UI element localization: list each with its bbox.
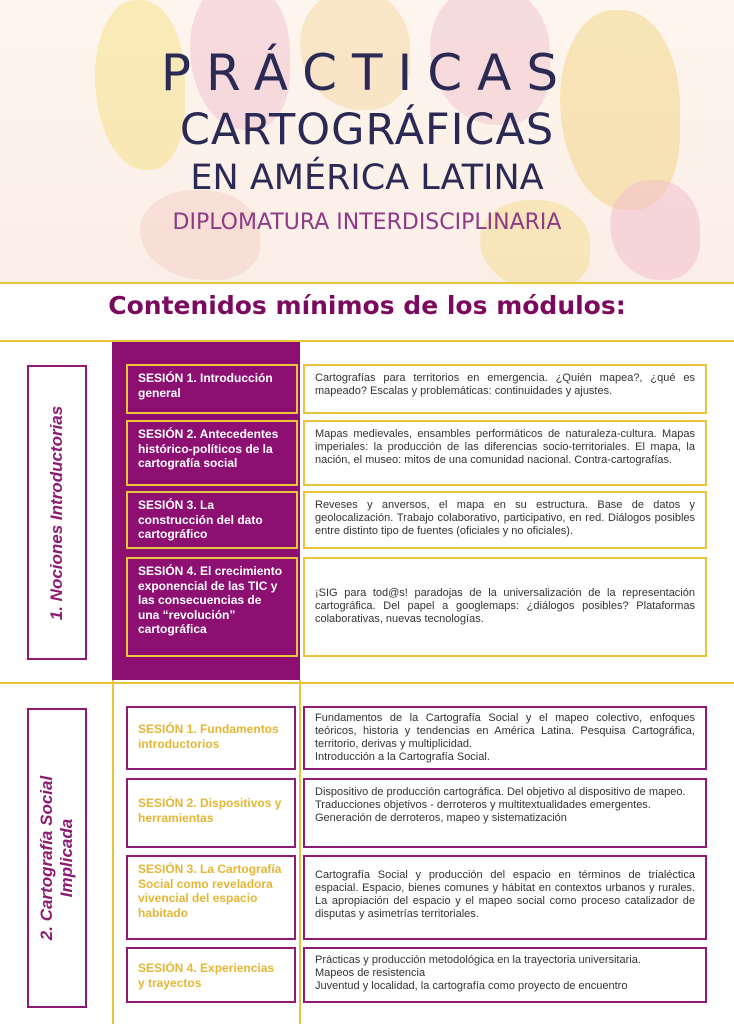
subtitle: DIPLOMATURA INTERDISCIPLINARIA <box>172 210 562 235</box>
module-2-label <box>27 708 87 1008</box>
header-banner <box>0 0 734 282</box>
title-line-1: PRÁCTICAS <box>160 44 574 102</box>
session-description: ¡SIG para tod@s! paradojas de la universalización de la representación cartográfica. Del papel a googlemaps: ¿diálogos posibles? Plataformas colaborativas, nuevas tecnologías. <box>303 557 707 657</box>
session-description <box>303 947 707 1003</box>
title-line-2: CARTOGRÁFICAS <box>179 105 555 155</box>
module-2-title-line-1: 2. Cartografía Social <box>37 775 56 941</box>
divider <box>0 340 734 342</box>
description-line: Fundamentos de la Cartografía Social y el mapeo colectivo, enfoques teóricos, historia y tendencias en América Latina. Pesquisa Cartográfica, territorio, derivas y multiplicidad. <box>315 712 695 750</box>
session-description <box>303 778 707 848</box>
session-title: SESIÓN 1. Introducción general <box>126 364 298 414</box>
illustration-figure <box>140 190 260 280</box>
session-description: Mapas medievales, ensambles performáticos de naturaleza-cultura. Mapas imperiales: la producción de las diferencias socio-territoriales. El mapa, la nación, el museo: mitos de una comunidad nacional. Contra-cartografías. <box>303 420 707 486</box>
session-description <box>303 855 707 940</box>
session-title: SESIÓN 3. La construcción del dato cartográfico <box>126 491 298 549</box>
description-line: Prácticas y producción metodológica en la trayectoria universitaria. <box>315 954 641 966</box>
session-title: SESIÓN 2. Antecedentes histórico-políticos de la cartografía social <box>126 420 298 486</box>
module-2-title <box>37 776 77 940</box>
divider <box>0 682 734 684</box>
description-line: Cartografía Social y producción del espacio en términos de trialéctica espacial. Espacio, bienes comunes y hábitat en contextos urbanos y rurales. La apropiación del espacio y el mapeo social como proceso catalizador de disputas y asimetrías territoriales. <box>315 869 695 920</box>
session-title: SESIÓN 3. La Cartografía Social como reveladora vivencial del espacio habitado <box>126 855 296 940</box>
description-line: Traducciones objetivos - derroteros y multitextualidades emergentes. <box>315 799 651 811</box>
title-line-3: EN AMÉRICA LATINA <box>190 158 544 198</box>
description-line: Mapeos de resistencia <box>315 967 426 979</box>
session-title: SESIÓN 4. El crecimiento exponencial de las TIC y las consecuencias de una “revolución” cartográfica <box>126 557 298 657</box>
column-divider <box>299 680 301 1024</box>
description-line: Dispositivo de producción cartográfica. Del objetivo al dispositivo de mapeo. <box>315 786 686 798</box>
module-2-title-line-2: Implicada <box>57 818 76 898</box>
session-description <box>303 706 707 770</box>
module-1-label <box>27 365 87 660</box>
session-title: SESIÓN 4. Experiencias y trayectos <box>126 947 296 1003</box>
session-description: Cartografías para territorios en emergencia. ¿Quién mapea?, ¿qué es mapeado? Escalas y problemáticas: continuidades y ajustes. <box>303 364 707 414</box>
description-line: Generación de derroteros, mapeo y sistematización <box>315 812 567 824</box>
description-line: Juventud y localidad, la cartografía como proyecto de encuentro <box>315 980 628 992</box>
session-title: SESIÓN 2. Dispositivos y herramientas <box>126 778 296 848</box>
session-description: Reveses y anversos, el mapa en su estructura. Base de datos y geolocalización. Trabajo colaborativo, participativo, en red. Diálogos posibles entre distinto tipo de fuentes (oficiales y no oficiales). <box>303 491 707 549</box>
session-title: SESIÓN 1. Fundamentos introductorios <box>126 706 296 770</box>
description-line: Introducción a la Cartografía Social. <box>315 751 490 763</box>
divider <box>0 282 734 284</box>
module-1-title: 1. Nociones Introductorias <box>47 405 66 620</box>
section-heading: Contenidos mínimos de los módulos: <box>108 291 626 320</box>
